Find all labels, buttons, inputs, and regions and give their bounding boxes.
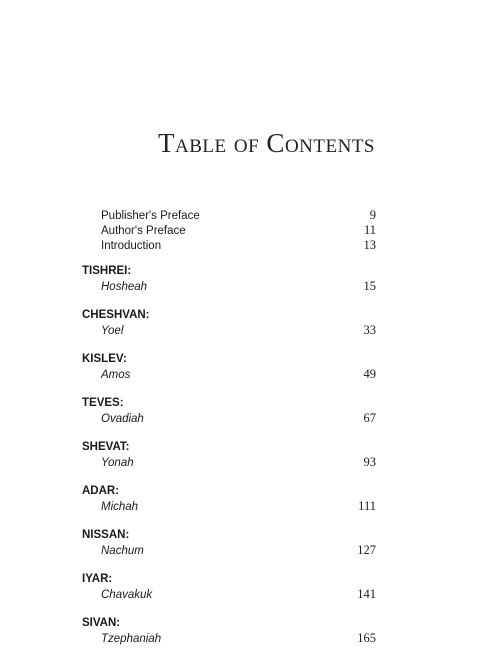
toc-row (82, 208, 376, 223)
toc-page-number: 93 (363, 455, 376, 469)
toc-page-number: 141 (357, 587, 376, 601)
toc-row (82, 367, 376, 382)
month-heading: TISHREI: (82, 265, 132, 277)
toc-section (82, 527, 376, 558)
toc-row (82, 455, 376, 470)
toc-label: Hosheah (101, 281, 148, 293)
toc-label: Introduction (101, 240, 162, 252)
toc-row (82, 499, 376, 514)
toc-label: Yoel (101, 325, 124, 337)
month-heading: CHESHVAN: (82, 309, 150, 321)
toc-label: Tzephaniah (101, 633, 162, 645)
toc-row (82, 238, 376, 253)
toc-row (82, 279, 376, 294)
table-of-contents (82, 208, 376, 659)
toc-section (82, 263, 376, 294)
month-heading: ADAR: (82, 485, 120, 497)
toc-section (82, 307, 376, 338)
toc-page-number: 11 (363, 223, 376, 237)
month-heading: TEVES: (82, 397, 124, 409)
toc-page-number: 67 (363, 411, 376, 425)
toc-section (82, 483, 376, 514)
toc-label: Ovadiah (101, 413, 144, 425)
toc-section (82, 571, 376, 602)
toc-label: Author's Preface (101, 225, 186, 237)
toc-row (82, 411, 376, 426)
toc-page-number: 49 (363, 367, 376, 381)
toc-page-number: 127 (357, 543, 376, 557)
toc-label: Nachum (101, 545, 144, 557)
toc-page-number: 165 (357, 631, 376, 645)
toc-row (82, 543, 376, 558)
month-heading: IYAR: (82, 573, 113, 585)
toc-label: Michah (101, 501, 139, 513)
toc-label: Chavakuk (101, 589, 153, 601)
toc-page-number: 33 (363, 323, 376, 337)
toc-row (82, 587, 376, 602)
toc-section (82, 351, 376, 382)
month-heading: NISSAN: (82, 529, 130, 541)
toc-row (82, 631, 376, 646)
toc-page-number: 13 (363, 238, 376, 252)
front-matter (82, 208, 376, 253)
toc-section (82, 615, 376, 646)
toc-label: Yonah (101, 457, 134, 469)
toc-label: Publisher's Preface (101, 210, 200, 222)
toc-label: Amos (101, 369, 131, 381)
toc-page-number: 15 (363, 279, 376, 293)
month-heading: KISLEV: (82, 353, 127, 365)
toc-section (82, 395, 376, 426)
toc-row (82, 323, 376, 338)
toc-page-number: 9 (369, 208, 376, 222)
toc-section (82, 439, 376, 470)
toc-row (82, 223, 376, 238)
toc-page-number: 111 (358, 499, 376, 513)
month-heading: SIVAN: (82, 617, 121, 629)
page-title: Table of Contents (158, 128, 375, 158)
month-heading: SHEVAT: (82, 441, 130, 453)
